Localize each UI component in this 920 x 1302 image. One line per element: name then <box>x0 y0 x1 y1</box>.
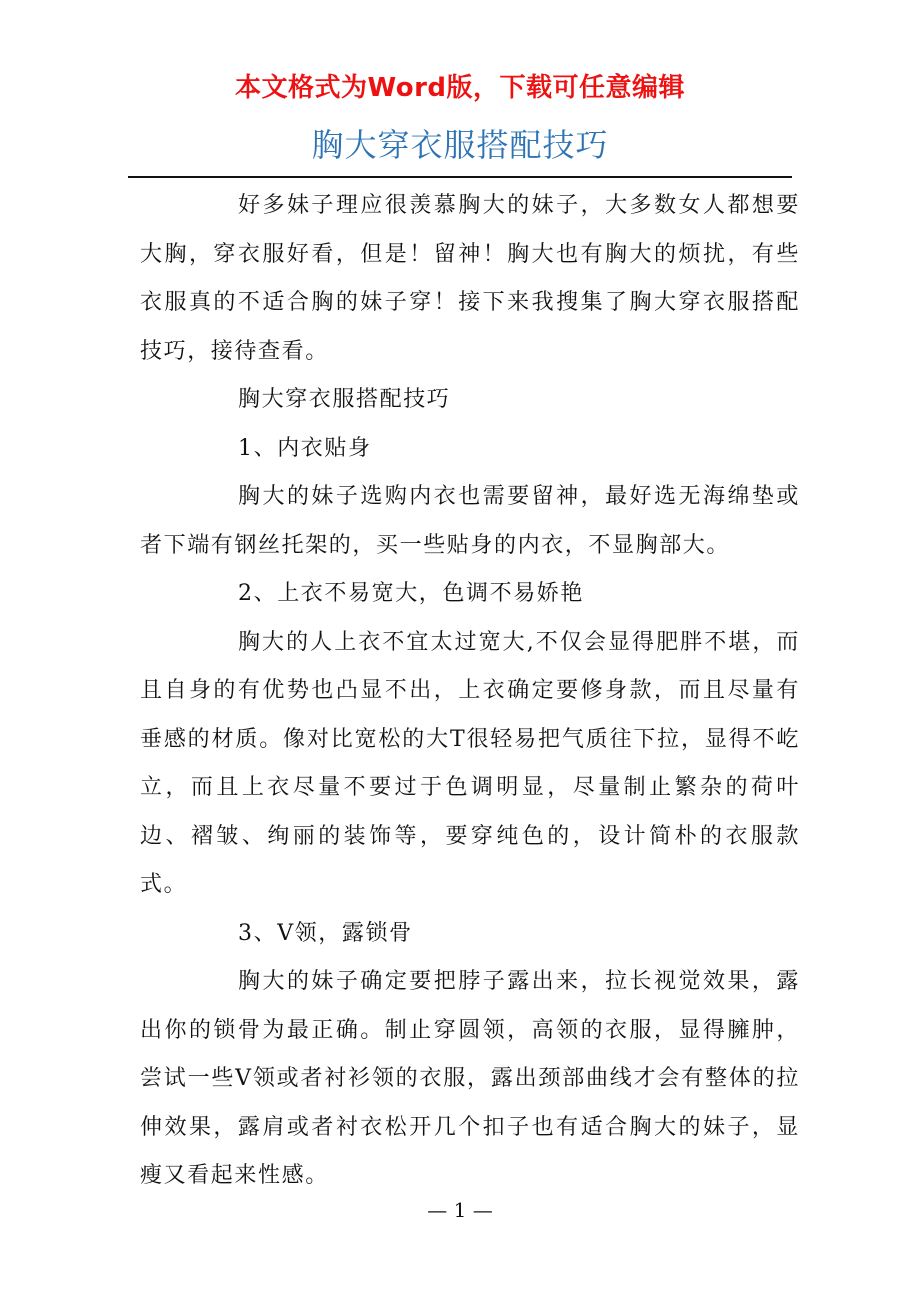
section-heading: 胸大穿衣服搭配技巧 <box>238 387 451 412</box>
tip-heading-3: 3、V领，露锁骨 <box>238 920 413 946</box>
tip-body-3: 胸大的妹子确定要把脖子露出来，拉长视觉效果，露出你的锁骨为最正确。制止穿圆领，高领的衣服，显得臃肿，尝试一些V领或者衬衫领的衣服，露出颈部曲线才会有整体的拉伸效果，露肩或者衬衣松开几个扣子也有适合胸大的妹子，显瘦又看起来性感。 <box>140 969 800 1188</box>
document-body <box>140 182 800 1201</box>
download-banner: 本文格式为Word版，下载可任意编辑 <box>234 73 686 103</box>
document-title: 胸大穿衣服搭配技巧 <box>311 126 609 164</box>
tip-body-2: 胸大的人上衣不宜太过宽大,不仅会显得肥胖不堪，而且自身的有优势也凸显不出，上衣确定要修身款，而且尽量有垂感的材质。像对比宽松的大T很轻易把气质往下拉，显得不屹立，而且上衣尽量不要过于色调明显，尽量制止繁杂的荷叶边、褶皱、绚丽的装饰等，要穿纯色的，设计简朴的衣服款式。 <box>140 629 800 897</box>
tip-body-1: 胸大的妹子选购内衣也需要留神，最好选无海绵垫或者下端有钢丝托架的，买一些贴身的内衣，不显胸部大。 <box>140 484 800 558</box>
title-divider <box>128 176 792 178</box>
intro-paragraph: 好多妹子理应很羡慕胸大的妹子，大多数女人都想要大胸，穿衣服好看，但是！留神！胸大也有胸大的烦扰，有些衣服真的不适合胸的妹子穿！接下来我搜集了胸大穿衣服搭配技巧，接待查看。 <box>140 193 800 364</box>
page-number: — 1 — <box>427 1198 493 1222</box>
tip-heading-2: 2、上衣不易宽大，色调不易娇艳 <box>238 581 584 606</box>
tip-heading-1: 1、内衣贴身 <box>238 435 372 461</box>
